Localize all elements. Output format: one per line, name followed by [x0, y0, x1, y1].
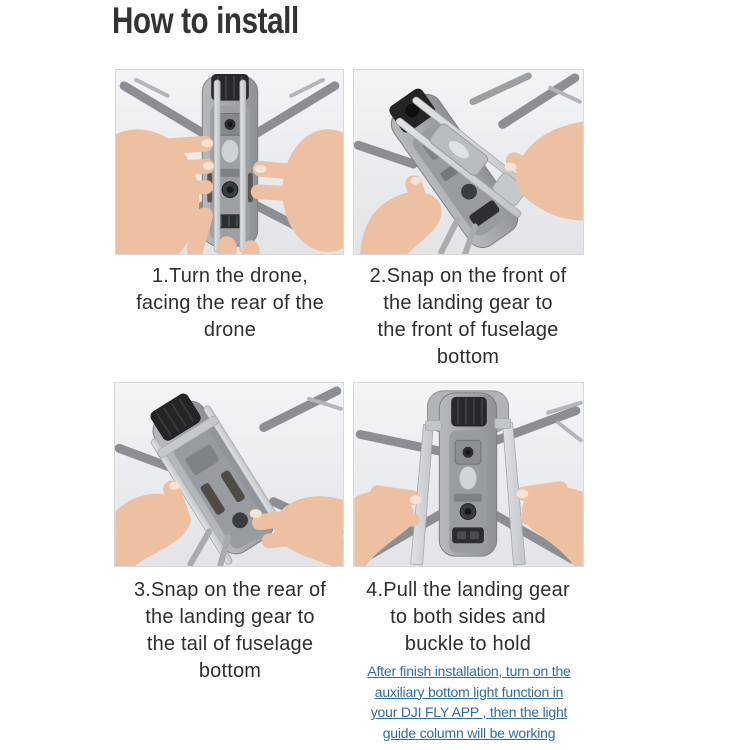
step1-caption — [95, 263, 365, 344]
caption-line: buckle to hold — [404, 633, 532, 655]
step4-caption — [348, 577, 588, 658]
caption-line: 4.Pull the landing gear — [366, 579, 570, 601]
caption-line: drone — [203, 319, 257, 341]
caption-line: facing the rear of the — [136, 292, 324, 314]
snap-rear-illustration — [115, 383, 343, 566]
caption-line: 1.Turn the drone, — [151, 265, 309, 287]
step3-photo — [114, 382, 344, 567]
caption-line: bottom — [436, 346, 500, 368]
drone-bottom-view-illustration — [116, 70, 343, 254]
step4-photo — [353, 382, 584, 567]
page-title: How to install — [112, 0, 299, 41]
caption-line: bottom — [198, 660, 262, 682]
note-line: your DJI FLY APP , then the light — [370, 704, 568, 720]
caption-line: the tail of fuselage — [146, 633, 314, 655]
step2-caption — [348, 263, 588, 371]
caption-line: the front of fuselage — [377, 319, 559, 341]
pull-gear-illustration — [354, 383, 583, 566]
note-line: guide column will be working — [382, 724, 556, 741]
caption-line: 3.Snap on the rear of — [133, 579, 327, 601]
step1-photo — [115, 69, 344, 255]
caption-line: to both sides and — [390, 606, 546, 628]
note-line: auxiliary bottom light function in — [374, 683, 564, 700]
step2-photo — [353, 69, 584, 255]
snap-front-illustration — [354, 70, 583, 254]
caption-line: the landing gear to — [383, 292, 553, 314]
installation-note — [345, 661, 593, 743]
step3-caption — [95, 577, 365, 685]
caption-line: 2.Snap on the front of — [369, 265, 567, 287]
note-line: After finish installation, turn on the — [367, 663, 571, 679]
caption-line: the landing gear to — [145, 606, 315, 628]
